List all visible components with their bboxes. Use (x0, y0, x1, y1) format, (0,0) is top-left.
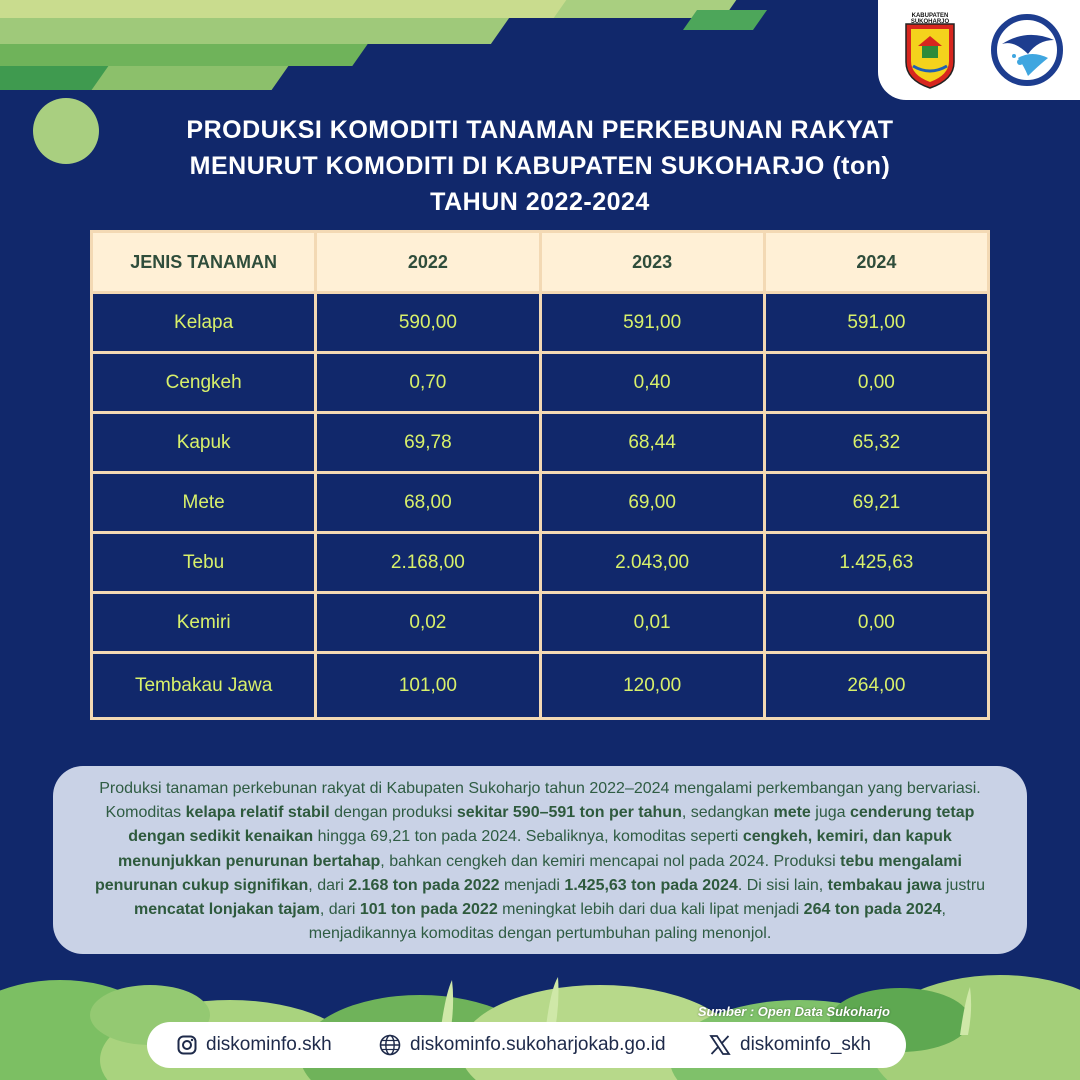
x-handle: diskominfo_skh (740, 1034, 871, 1055)
table-cell: 69,00 (540, 473, 764, 533)
table-cell: Cengkeh (92, 353, 316, 413)
table-cell: Tebu (92, 533, 316, 593)
logo-panel (878, 0, 1080, 100)
stripe-shape (0, 0, 586, 18)
table-cell: 264,00 (764, 653, 988, 719)
summary-text: justru (941, 876, 986, 894)
summary-highlight: cengkeh, kemiri, dan kapuk menunjukkan penurunan bertahap (118, 828, 952, 870)
production-table (90, 230, 990, 720)
table-cell: 68,44 (540, 413, 764, 473)
social-bar (147, 1022, 906, 1068)
summary-highlight: 1.425,63 ton pada 2024 (564, 876, 738, 894)
summary-highlight: 101 ton pada 2022 (359, 901, 498, 919)
summary-text: , sedangkan (681, 804, 774, 822)
kabupaten-logo-label: KABUPATEN SUKOHARJO (910, 13, 950, 25)
summary-box (53, 766, 1027, 954)
title-line: PRODUKSI KOMODITI TANAMAN PERKEBUNAN RAKYAT (186, 116, 894, 144)
table-cell: 590,00 (316, 293, 540, 353)
summary-text: meningkat lebih dari dua kali lipat menjadi (497, 901, 804, 919)
table-cell: 0,40 (540, 353, 764, 413)
table-row (92, 653, 989, 719)
summary-highlight: cenderung tetap dengan sedikit kenaikan (128, 804, 975, 846)
table-cell: 591,00 (764, 293, 988, 353)
table-cell: Mete (92, 473, 316, 533)
summary-text: Produksi tanaman perkebunan rakyat di Kabupaten Sukoharjo tahun 2022–2024 mengalami perkembangan yang bervariasi. Komoditas (99, 780, 981, 822)
summary-highlight: tembakau jawa (827, 876, 942, 894)
table-cell: 65,32 (764, 413, 988, 473)
summary-highlight: 264 ton pada 2024 (803, 901, 942, 919)
table-cell: 69,21 (764, 473, 988, 533)
top-decoration (0, 0, 780, 110)
summary-text: menjadi (499, 876, 565, 894)
source-credit: Sumber : Open Data Sukoharjo (697, 1004, 890, 1019)
globe-icon (379, 1034, 401, 1056)
summary-text: , menjadikannya komoditas dengan pertumbuhan paling menonjol. (308, 901, 946, 943)
stripe-shape (0, 18, 509, 44)
table-cell: Kapuk (92, 413, 316, 473)
website-url: diskominfo.sukoharjokab.go.id (410, 1034, 666, 1055)
summary-highlight: mete (773, 804, 811, 822)
table-cell: Kemiri (92, 593, 316, 653)
table-cell: 0,02 (316, 593, 540, 653)
summary-text: , dari (319, 901, 360, 919)
table-row (92, 293, 989, 353)
table-row (92, 473, 989, 533)
table-row (92, 413, 989, 473)
summary-highlight: 2.168 ton pada 2022 (348, 876, 500, 894)
stripe-shape (92, 66, 289, 90)
kominfo-logo (988, 10, 1066, 90)
table-row (92, 533, 989, 593)
summary-highlight: sekitar 590–591 ton per tahun (456, 804, 682, 822)
summary-text: , bahkan cengkeh dan kemiri mencapai nol pada 2024. Produksi (380, 852, 841, 870)
summary-text: . Di sisi lain, (737, 876, 828, 894)
table-cell: Tembakau Jawa (92, 653, 316, 719)
summary-text: hingga 69,21 ton pada 2024. Sebaliknya, komoditas seperti (313, 828, 743, 846)
summary-highlight: kelapa relatif stabil (185, 804, 330, 822)
column-header: JENIS TANAMAN (92, 232, 316, 293)
table-cell: 69,78 (316, 413, 540, 473)
table-cell: 2.168,00 (316, 533, 540, 593)
instagram-icon (177, 1035, 197, 1055)
table-cell: 68,00 (316, 473, 540, 533)
summary-text: dengan produksi (329, 804, 457, 822)
table-cell: 1.425,63 (764, 533, 988, 593)
table-row (92, 593, 989, 653)
table-cell: 0,00 (764, 353, 988, 413)
table-cell: 101,00 (316, 653, 540, 719)
column-header: 2023 (540, 232, 764, 293)
page-title (80, 112, 1000, 220)
table-cell: 120,00 (540, 653, 764, 719)
table-cell: 0,00 (764, 593, 988, 653)
stripe-shape (0, 44, 368, 66)
summary-highlight: mencatat lonjakan tajam (134, 901, 320, 919)
table-cell: 0,70 (316, 353, 540, 413)
summary-text: , dari (308, 876, 349, 894)
table-header-row (92, 232, 989, 293)
instagram-link[interactable] (177, 1022, 332, 1068)
x-link[interactable] (709, 1022, 871, 1068)
instagram-handle: diskominfo.skh (206, 1034, 332, 1055)
title-line: TAHUN 2022-2024 (430, 188, 650, 216)
kabupaten-sukoharjo-logo (900, 10, 960, 90)
column-header: 2022 (316, 232, 540, 293)
table-cell: Kelapa (92, 293, 316, 353)
kominfo-emblem-icon (988, 10, 1066, 90)
stripe-shape (683, 10, 767, 30)
x-logo-icon (709, 1034, 731, 1056)
website-link[interactable] (379, 1022, 666, 1068)
column-header: 2024 (764, 232, 988, 293)
summary-text: juga (810, 804, 850, 822)
title-line: MENURUT KOMODITI DI KABUPATEN SUKOHARJO (ton) (189, 152, 891, 180)
table-cell: 2.043,00 (540, 533, 764, 593)
table-row (92, 353, 989, 413)
table-cell: 591,00 (540, 293, 764, 353)
summary-highlight: tebu mengalami penurunan cukup signifikan (94, 852, 962, 894)
table-cell: 0,01 (540, 593, 764, 653)
